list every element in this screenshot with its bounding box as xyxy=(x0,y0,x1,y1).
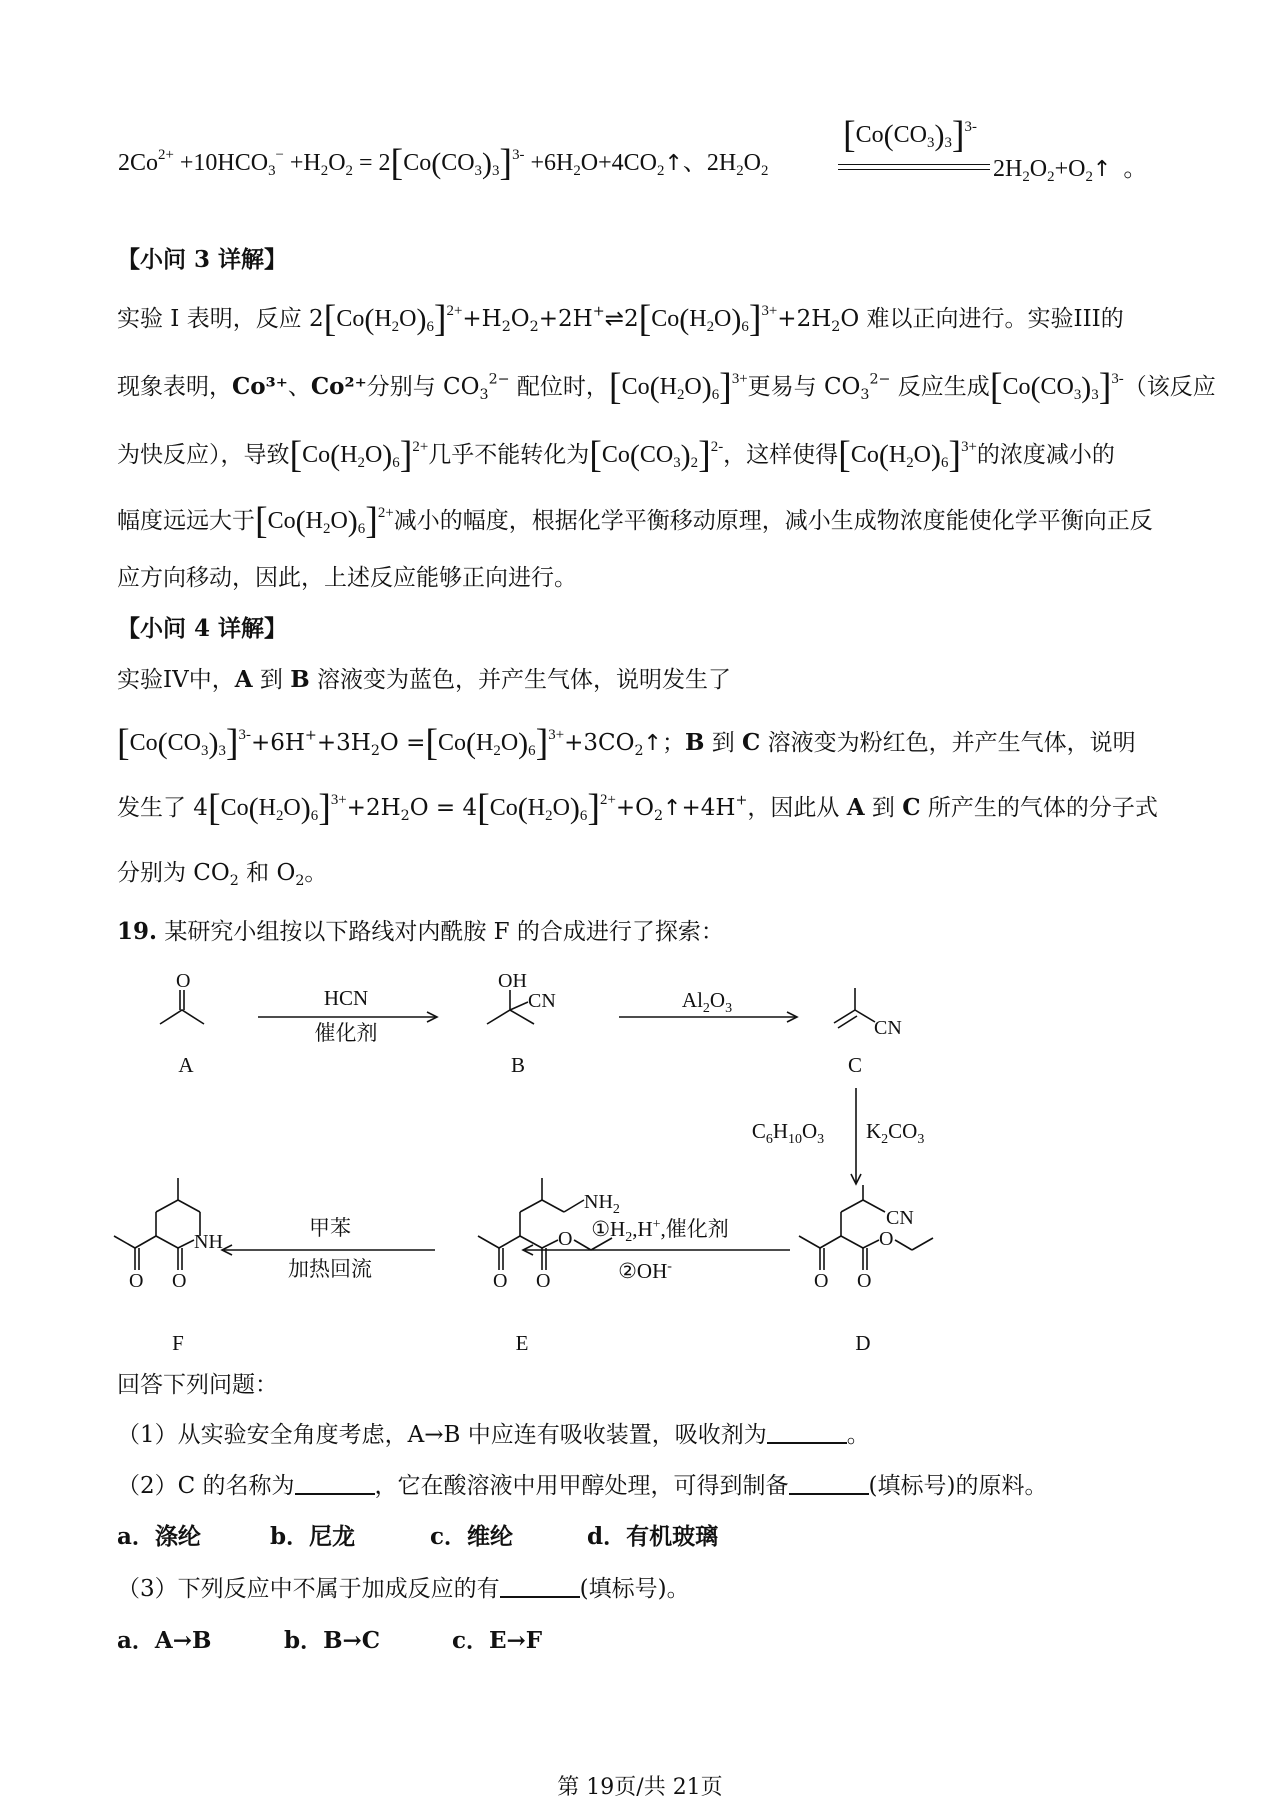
answer-blank-1[interactable] xyxy=(767,1420,847,1444)
answer-blank-2b[interactable] xyxy=(789,1471,869,1495)
atom-d-cn: CN xyxy=(886,1207,914,1229)
question-3: （3）下列反应中不属于加成反应的有 (填标号)。 xyxy=(117,1576,690,1602)
option-3c[interactable]: c．E→F xyxy=(452,1627,543,1654)
q4-heading: 【小问 4 详解】 xyxy=(117,615,288,642)
answer-blank-2a[interactable] xyxy=(295,1471,375,1495)
atom-f-o1: O xyxy=(129,1270,144,1292)
reagent-h2-catalyst: $①H_2,H^+$,催化剂 xyxy=(591,1217,729,1245)
reagent-k2co3: $K_2CO_3$ xyxy=(866,1119,925,1147)
option-3a[interactable]: a．A→B xyxy=(117,1627,212,1654)
q3-line-2: 现象表明，Co³⁺、Co²⁺分别与 $CO_3^{2-}$ 配位时，$[Co(H_2O)_6]^{3+}$更易与 $CO_3^{2-}$ 反应生成$[Co(CO_3)_3]^{3-}$（该反应 xyxy=(117,366,1216,408)
reagent-c6h10o3: $C_6H_{10}O_3$ xyxy=(751,1119,825,1147)
reagent-al2o3: $Al_2O_3$ xyxy=(681,988,733,1016)
option-2d[interactable]: d．有机玻璃 xyxy=(587,1523,719,1550)
answer-blank-3[interactable] xyxy=(500,1574,580,1598)
q3-heading: 【小问 3 详解】 xyxy=(117,246,288,273)
atom-d-o1: O xyxy=(814,1270,829,1292)
atom-e-o3: O xyxy=(558,1228,573,1250)
option-2a[interactable]: a．涤纶 xyxy=(117,1523,201,1550)
page-footer: 第 19页/共 21页 xyxy=(557,1775,723,1800)
catalyst-label: $[Co(CO_3)_3]^{3-}$ xyxy=(843,114,977,156)
q4-line-4: 分别为 $CO_2$ 和 $O_2$。 xyxy=(117,860,328,889)
label-c: C xyxy=(847,1053,863,1077)
atom-d-o3: O xyxy=(879,1228,894,1250)
q4-line-1: 实验IV中，A 到 B 溶液变为蓝色，并产生气体，说明发生了 xyxy=(117,666,731,693)
reagent-reflux: 加热回流 xyxy=(288,1257,372,1281)
question-2: （2）C 的名称为 ，它在酸溶液中用甲醇处理，可得到制备 (填标号)的原料。 xyxy=(117,1473,1048,1499)
double-line-arrow xyxy=(838,164,990,170)
q19-title: 19. 某研究小组按以下路线对内酰胺 F 的合成进行了探索： xyxy=(117,918,724,945)
label-a: A xyxy=(178,1053,194,1077)
reagent-oh: ②OH- xyxy=(618,1259,672,1283)
reagent-catalyst: 催化剂 xyxy=(314,1021,378,1045)
reagent-hcn: HCN xyxy=(323,986,369,1010)
option-2b[interactable]: b．尼龙 xyxy=(270,1523,356,1550)
q3-line-3: 为快反应），导致$[Co(H_2O)_6]^{2+}$几乎不能转化为$[Co(CO_3)_2]^{2-}$，这样使得$[Co(H_2O)_6]^{3+}$的浓度减小的 xyxy=(117,434,1115,476)
atom-b-cn: CN xyxy=(528,990,556,1012)
equation-decomposition-rhs: $2H_2O_2+O_2↑$ 。 xyxy=(993,156,1148,186)
q3-line-5: 应方向移动，因此，上述反应能够正向进行。 xyxy=(117,565,577,591)
atom-d-o2: O xyxy=(857,1270,872,1292)
label-e: E xyxy=(515,1331,529,1355)
label-d: D xyxy=(855,1331,871,1355)
question-2-options xyxy=(117,1522,1172,1552)
atom-f-nh: NH xyxy=(194,1231,223,1253)
q4-line-3: 发生了 $4[Co(H_2O)_6]^{3+}+2H_2O$ = $4[Co(H_2O)_6]^{2+}+O_2↑+4H^+$，因此从 A 到 C 所产生的气体的分子式 xyxy=(117,787,1158,829)
option-2c[interactable]: c．维纶 xyxy=(430,1523,514,1550)
question-3-options xyxy=(117,1626,1172,1656)
option-3b[interactable]: b．B→C xyxy=(284,1627,381,1654)
atom-e-nh2: $NH_2$ xyxy=(584,1191,620,1217)
question-1: （1）从实验安全角度考虑，A→B 中应连有吸收装置，吸收剂为 。 xyxy=(117,1422,870,1448)
answer-prompt: 回答下列问题： xyxy=(117,1372,278,1398)
equation-cobalt-carbonate: $2Co^{2+} +10HCO_3^- +H_2O_2 = 2[Co(CO_3)_3]^{3-}$ $+6H_2O+4CO_2↑$、$2H_2O_2$ xyxy=(118,142,769,184)
atom-a-o: O xyxy=(176,970,191,992)
label-b: B xyxy=(510,1053,526,1077)
q3-line-1: 实验 I 表明，反应 $2[Co(H_2O)_6]^{2+}+H_2O_2+2H^+\rightleftharpoons 2[Co(H_2O)_6]^{3+}+2H_2O$ 难以正向进行。实验III的 xyxy=(117,298,1124,340)
reagent-toluene: 甲苯 xyxy=(309,1216,351,1240)
q3-line-4: 幅度远远大于$[Co(H_2O)_6]^{2+}$减小的幅度，根据化学平衡移动原理，减小生成物浓度能使化学平衡向正反 xyxy=(117,500,1153,542)
q4-line-2: $[Co(CO_3)_3]^{3-}+6H^++3H_2O$ $=[Co(H_2O)_6]^{3+}+3CO_2↑$；B 到 C 溶液变为粉红色，并产生气体，说明 xyxy=(117,722,1136,764)
label-f: F xyxy=(172,1331,184,1355)
atom-b-oh: OH xyxy=(498,970,527,992)
atom-e-o2: O xyxy=(536,1270,551,1292)
synthesis-scheme xyxy=(100,960,980,1355)
atom-f-o2: O xyxy=(172,1270,187,1292)
atom-c-cn: CN xyxy=(874,1017,902,1039)
atom-e-o1: O xyxy=(493,1270,508,1292)
